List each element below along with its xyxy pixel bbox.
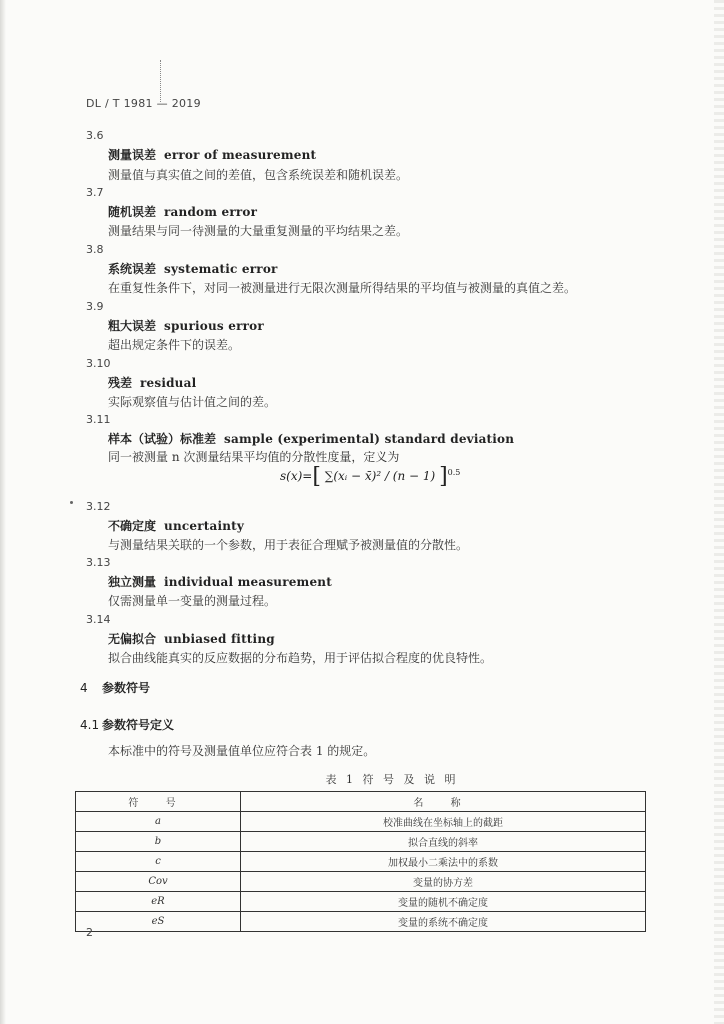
symbol-cell: Cov: [76, 872, 241, 892]
term-definition: 在重复性条件下，对同一被测量进行无限次测量所得结果的平均值与被测量的真值之差。: [108, 281, 577, 295]
name-cell: 变量的协方差: [241, 872, 646, 892]
formula-lhs: s(x)=: [280, 469, 313, 483]
term-title: [108, 573, 332, 590]
bracket-close: ]: [439, 464, 448, 489]
term-title: [108, 203, 257, 220]
section-number: 3.13: [86, 556, 111, 569]
term-title: [108, 517, 244, 534]
term-definition: 实际观察值与估计值之间的差。: [108, 395, 277, 409]
scan-mark: [160, 60, 165, 102]
column-header: 名 称: [241, 792, 646, 812]
term-cn: 测量误差: [108, 148, 157, 162]
scan-edge-left: [0, 0, 6, 1024]
name-cell: 变量的随机不确定度: [241, 892, 646, 912]
term-cn: 样本（试验）标准差: [108, 432, 217, 446]
chapter-heading: [80, 679, 150, 696]
name-cell: 拟合直线的斜率: [241, 832, 646, 852]
term-en: error of measurement: [164, 148, 317, 162]
term-title: [108, 260, 278, 277]
section-number: 3.8: [86, 243, 104, 256]
term-title: [108, 430, 514, 447]
term-en: uncertainty: [164, 519, 245, 533]
term-definition: 同一被测量 n 次测量结果平均值的分散性度量，定义为: [108, 450, 400, 464]
term-cn: 系统误差: [108, 262, 157, 276]
term-title: [108, 630, 275, 647]
formula-body: ∑(xᵢ − x̄)² / (n − 1): [324, 469, 436, 483]
section-number: 3.6: [86, 129, 104, 142]
chapter-number: 4: [80, 681, 88, 695]
name-cell: 加权最小二乘法中的系数: [241, 852, 646, 872]
term-definition: 超出规定条件下的误差。: [108, 338, 241, 352]
chapter-title: 参数符号: [102, 681, 151, 695]
term-title: [108, 317, 264, 334]
table-intro: 本标准中的符号及测量值单位应符合表 1 的规定。: [108, 744, 376, 758]
scan-edge-right: [714, 0, 724, 1024]
term-cn: 独立测量: [108, 575, 157, 589]
term-definition: 测量值与真实值之间的差值，包含系统误差和随机误差。: [108, 168, 409, 182]
table-row: [76, 892, 646, 912]
table-row: [76, 852, 646, 872]
term-en: sample (experimental) standard deviation: [224, 432, 515, 446]
term-cn: 粗大误差: [108, 319, 157, 333]
term-cn: 残差: [108, 376, 133, 390]
section-number: 3.7: [86, 186, 104, 199]
term-definition: 测量结果与同一待测量的大量重复测量的平均结果之差。: [108, 224, 409, 238]
section-number: 3.10: [86, 357, 111, 370]
symbol-cell: b: [76, 832, 241, 852]
table-header-row: [76, 792, 646, 812]
scan-speck: [70, 501, 73, 504]
name-cell: 校准曲线在坐标轴上的截距: [241, 812, 646, 832]
term-cn: 不确定度: [108, 519, 157, 533]
term-en: random error: [164, 205, 258, 219]
term-en: systematic error: [164, 262, 278, 276]
symbol-cell: eS: [76, 912, 241, 932]
section-number: 3.14: [86, 613, 111, 626]
term-title: [108, 146, 316, 163]
section-number: 3.11: [86, 413, 111, 426]
term-en: individual measurement: [164, 575, 332, 589]
term-en: residual: [140, 376, 197, 390]
table-row: [76, 872, 646, 892]
term-cn: 无偏拟合: [108, 632, 157, 646]
symbol-table: [75, 791, 646, 932]
table-row: [76, 812, 646, 832]
section-heading-title: 参数符号定义: [102, 718, 175, 732]
table-row: [76, 832, 646, 852]
page-number: 2: [86, 926, 93, 939]
term-definition: 拟合曲线能真实的反应数据的分布趋势，用于评估拟合程度的优良特性。: [108, 651, 493, 665]
column-header: 符 号: [76, 792, 241, 812]
term-title: [108, 374, 196, 391]
section-heading: [80, 716, 174, 733]
term-en: unbiased fitting: [164, 632, 275, 646]
term-cn: 随机误差: [108, 205, 157, 219]
symbol-cell: a: [76, 812, 241, 832]
document-header: DL / T 1981 — 2019: [86, 97, 201, 110]
formula-exponent: 0.5: [447, 468, 461, 477]
std-deviation-formula: [280, 464, 460, 489]
term-definition: 仅需测量单一变量的测量过程。: [108, 594, 277, 608]
table-row: [76, 912, 646, 932]
table-caption: 表 1 符 号 及 说 明: [325, 773, 459, 786]
symbol-cell: eR: [76, 892, 241, 912]
term-en: spurious error: [164, 319, 264, 333]
symbol-cell: c: [76, 852, 241, 872]
section-heading-number: 4.1: [80, 718, 100, 732]
section-number: 3.9: [86, 300, 104, 313]
name-cell: 变量的系统不确定度: [241, 912, 646, 932]
section-number: 3.12: [86, 500, 111, 513]
bracket-open: [: [312, 464, 321, 489]
term-definition: 与测量结果关联的一个参数，用于表征合理赋予被测量值的分散性。: [108, 538, 469, 552]
